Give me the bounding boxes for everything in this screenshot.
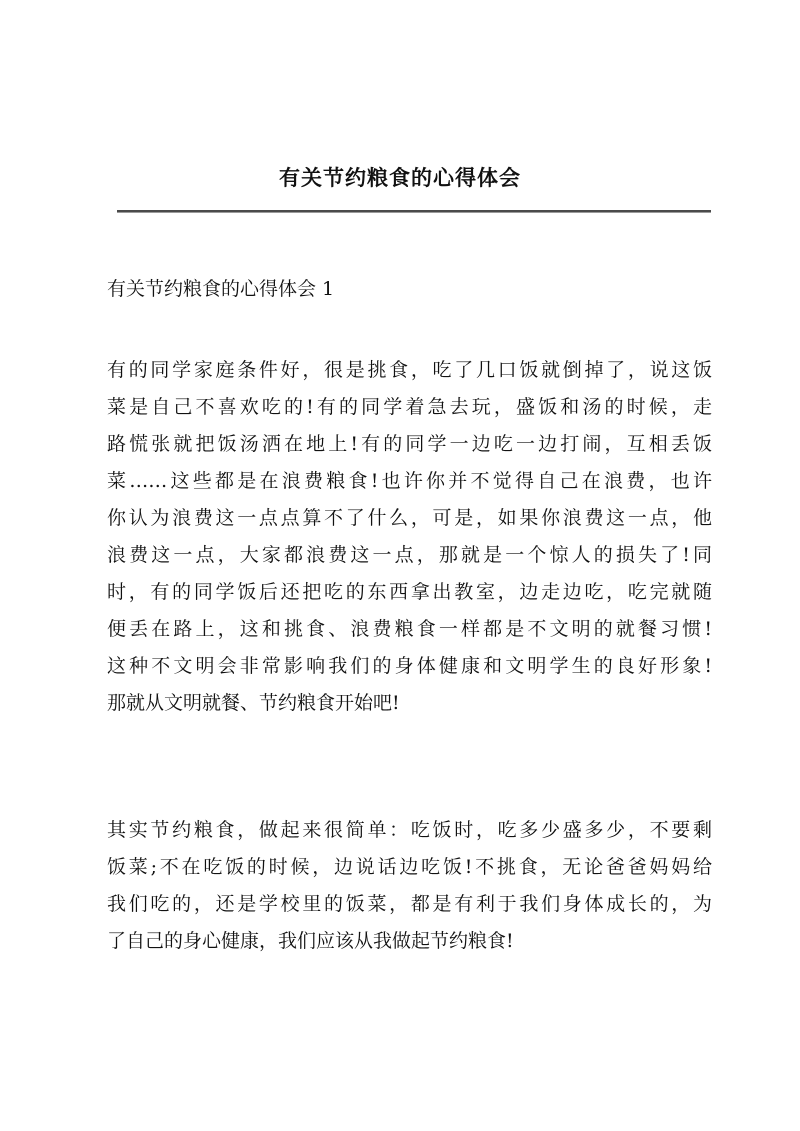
paragraph-line: 时，有的同学饭后还把吃的东西拿出教室，边走边吃，吃完就随 (107, 581, 712, 603)
paragraph-line: 其实节约粮食，做起来很简单：吃饭时，吃多少盛多少，不要剩 (107, 819, 712, 841)
paragraph-line: 了自己的身心健康，我们应该从我做起节约粮食! (107, 930, 514, 952)
paragraph-2 (107, 812, 712, 960)
paragraph-line: 路慌张就把饭汤洒在地上!有的同学一边吃一边打闹，互相丢饭 (107, 433, 712, 455)
paragraph-line: 菜……这些都是在浪费粮食!也许你并不觉得自己在浪费，也许 (107, 470, 712, 492)
paragraph-line: 饭菜;不在吃饭的时候，边说话边吃饭!不挑食，无论爸爸妈妈给 (107, 856, 712, 878)
paragraph-line: 你认为浪费这一点点算不了什么，可是，如果你浪费这一点，他 (107, 507, 712, 529)
paragraph-line: 那就从文明就餐、节约粮食开始吧! (107, 692, 400, 714)
paragraph-line: 菜是自己不喜欢吃的!有的同学着急去玩，盛饭和汤的时候，走 (107, 396, 712, 418)
paragraph-line: 浪费这一点，大家都浪费这一点，那就是一个惊人的损失了!同 (107, 544, 712, 566)
document-title: 有关节约粮食的心得体会 (279, 165, 521, 190)
section-heading: 有关节约粮食的心得体会 1 (107, 278, 335, 300)
paragraph-line: 我们吃的，还是学校里的饭菜，都是有利于我们身体成长的，为 (107, 893, 712, 915)
paragraph-1 (107, 352, 712, 722)
paragraph-line: 有的同学家庭条件好，很是挑食，吃了几口饭就倒掉了，说这饭 (107, 359, 712, 381)
paragraph-line: 这种不文明会非常影响我们的身体健康和文明学生的良好形象! (107, 655, 712, 677)
paragraph-line: 便丢在路上，这和挑食、浪费粮食一样都是不文明的就餐习惯! (107, 618, 712, 640)
title-divider (117, 210, 711, 213)
